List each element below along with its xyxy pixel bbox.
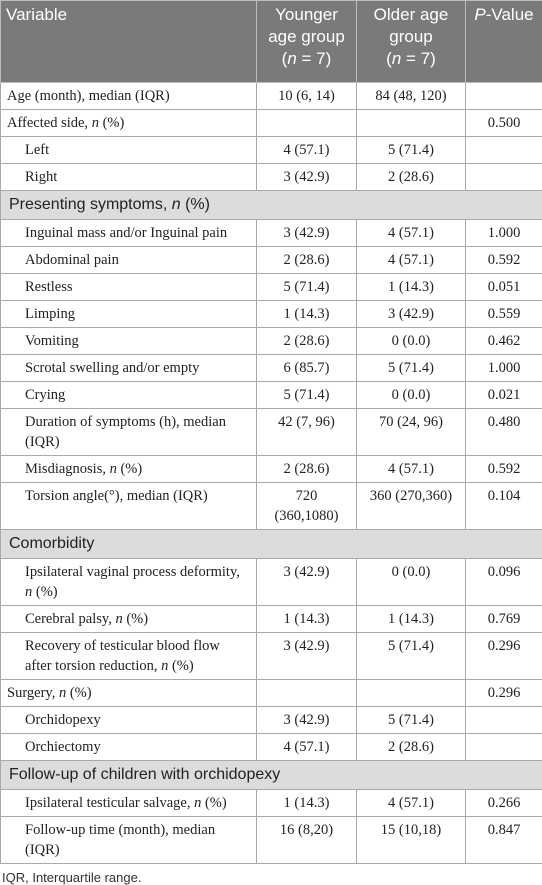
cell-older: 0 (0.0) [357, 559, 466, 606]
row-label: Affected side, n (%) [1, 110, 257, 137]
cell-pvalue: 0.296 [466, 633, 542, 680]
row-label: Cerebral palsy, n (%) [1, 606, 257, 633]
header-older-line2: group [362, 26, 460, 48]
cell-older: 5 (71.4) [357, 137, 466, 164]
cell-younger: 16 (8,20) [257, 817, 357, 864]
cell-younger [257, 110, 357, 137]
row-label: Ipsilateral testicular salvage, n (%) [1, 790, 257, 817]
header-younger-line1: Younger [262, 4, 351, 26]
cell-younger: 3 (42.9) [257, 164, 357, 191]
cell-older: 2 (28.6) [357, 734, 466, 761]
cell-pvalue: 0.051 [466, 274, 542, 301]
row-label: Scrotal swelling and/or empty [1, 355, 257, 382]
cell-pvalue: 0.500 [466, 110, 542, 137]
cell-younger: 42 (7, 96) [257, 409, 357, 456]
header-younger-line2: age group [262, 26, 351, 48]
row-label: Left [1, 137, 257, 164]
header-variable: Variable [1, 1, 257, 83]
row-label: Orchidopexy [1, 707, 257, 734]
cell-older: 5 (71.4) [357, 707, 466, 734]
row-label: Vomiting [1, 328, 257, 355]
section-header-row [1, 530, 542, 559]
table-row [1, 559, 542, 606]
table-row [1, 301, 542, 328]
cell-older: 84 (48, 120) [357, 83, 466, 110]
section-header-row [1, 761, 542, 790]
cell-pvalue: 0.104 [466, 483, 542, 530]
cell-pvalue [466, 707, 542, 734]
table-row [1, 328, 542, 355]
cell-younger [257, 680, 357, 707]
table-row [1, 456, 542, 483]
row-label: Crying [1, 382, 257, 409]
section-title: Follow-up of children with orchidopexy [1, 761, 542, 790]
cell-pvalue: 0.592 [466, 456, 542, 483]
table-header [1, 1, 542, 83]
row-label: Ipsilateral vaginal process deformity, n (%) [1, 559, 257, 606]
table-row [1, 355, 542, 382]
cell-younger: 3 (42.9) [257, 220, 357, 247]
cell-older: 15 (10,18) [357, 817, 466, 864]
cell-younger: 4 (57.1) [257, 137, 357, 164]
cell-pvalue: 1.000 [466, 355, 542, 382]
cell-older: 360 (270,360) [357, 483, 466, 530]
cell-pvalue: 0.266 [466, 790, 542, 817]
header-older-n: (n = 7) [362, 48, 460, 70]
table-row [1, 83, 542, 110]
cell-older: 5 (71.4) [357, 633, 466, 680]
cell-older: 0 (0.0) [357, 328, 466, 355]
section-title: Comorbidity [1, 530, 542, 559]
cell-older: 5 (71.4) [357, 355, 466, 382]
cell-pvalue: 0.296 [466, 680, 542, 707]
cell-pvalue: 0.559 [466, 301, 542, 328]
cell-older: 1 (14.3) [357, 606, 466, 633]
cell-older: 4 (57.1) [357, 456, 466, 483]
header-older [357, 1, 466, 83]
section-title: Presenting symptoms, n (%) [1, 191, 542, 220]
cell-older [357, 110, 466, 137]
cell-pvalue: 0.480 [466, 409, 542, 456]
cell-younger: 3 (42.9) [257, 707, 357, 734]
cell-older: 4 (57.1) [357, 220, 466, 247]
header-pvalue: P-Value [466, 1, 542, 83]
header-older-line1: Older age [362, 4, 460, 26]
cell-pvalue: 0.096 [466, 559, 542, 606]
cell-pvalue [466, 83, 542, 110]
table-row [1, 247, 542, 274]
cell-younger: 720 (360,1080) [257, 483, 357, 530]
cell-younger: 1 (14.3) [257, 606, 357, 633]
cell-pvalue: 0.847 [466, 817, 542, 864]
header-younger [257, 1, 357, 83]
table-row [1, 274, 542, 301]
cell-pvalue: 0.462 [466, 328, 542, 355]
cell-pvalue: 1.000 [466, 220, 542, 247]
table-row [1, 734, 542, 761]
table-row [1, 707, 542, 734]
cell-older: 4 (57.1) [357, 790, 466, 817]
cell-younger: 4 (57.1) [257, 734, 357, 761]
cell-younger: 1 (14.3) [257, 790, 357, 817]
cell-younger: 2 (28.6) [257, 328, 357, 355]
cell-older: 70 (24, 96) [357, 409, 466, 456]
footnote: IQR, Interquartile range. [0, 864, 542, 885]
cell-younger: 3 (42.9) [257, 633, 357, 680]
cell-pvalue: 0.592 [466, 247, 542, 274]
table-row [1, 137, 542, 164]
cell-younger: 10 (6, 14) [257, 83, 357, 110]
header-younger-n: (n = 7) [262, 48, 351, 70]
row-label: Restless [1, 274, 257, 301]
cell-pvalue: 0.021 [466, 382, 542, 409]
table-row [1, 220, 542, 247]
cell-younger: 2 (28.6) [257, 456, 357, 483]
table-row [1, 483, 542, 530]
row-label: Limping [1, 301, 257, 328]
row-label: Abdominal pain [1, 247, 257, 274]
table-row [1, 606, 542, 633]
cell-older: 4 (57.1) [357, 247, 466, 274]
table-body [1, 83, 542, 864]
row-label: Age (month), median (IQR) [1, 83, 257, 110]
table-row [1, 409, 542, 456]
row-label: Torsion angle(°), median (IQR) [1, 483, 257, 530]
table-row [1, 817, 542, 864]
cell-older [357, 680, 466, 707]
cell-pvalue [466, 137, 542, 164]
cell-older: 3 (42.9) [357, 301, 466, 328]
cell-younger: 3 (42.9) [257, 559, 357, 606]
cell-younger: 5 (71.4) [257, 382, 357, 409]
table-row [1, 164, 542, 191]
cell-older: 1 (14.3) [357, 274, 466, 301]
row-label: Duration of symptoms (h), median (IQR) [1, 409, 257, 456]
cell-pvalue [466, 164, 542, 191]
cell-younger: 1 (14.3) [257, 301, 357, 328]
table-row [1, 790, 542, 817]
cell-younger: 6 (85.7) [257, 355, 357, 382]
table-row [1, 680, 542, 707]
row-label: Follow-up time (month), median (IQR) [1, 817, 257, 864]
cell-pvalue [466, 734, 542, 761]
cell-younger: 5 (71.4) [257, 274, 357, 301]
section-header-row [1, 191, 542, 220]
row-label: Misdiagnosis, n (%) [1, 456, 257, 483]
table-row [1, 382, 542, 409]
row-label: Orchiectomy [1, 734, 257, 761]
cell-older: 0 (0.0) [357, 382, 466, 409]
cell-older: 2 (28.6) [357, 164, 466, 191]
cell-younger: 2 (28.6) [257, 247, 357, 274]
row-label: Surgery, n (%) [1, 680, 257, 707]
row-label: Right [1, 164, 257, 191]
row-label: Inguinal mass and/or Inguinal pain [1, 220, 257, 247]
table-row [1, 633, 542, 680]
table-row [1, 110, 542, 137]
row-label: Recovery of testicular blood flow after torsion reduction, n (%) [1, 633, 257, 680]
cell-pvalue: 0.769 [466, 606, 542, 633]
